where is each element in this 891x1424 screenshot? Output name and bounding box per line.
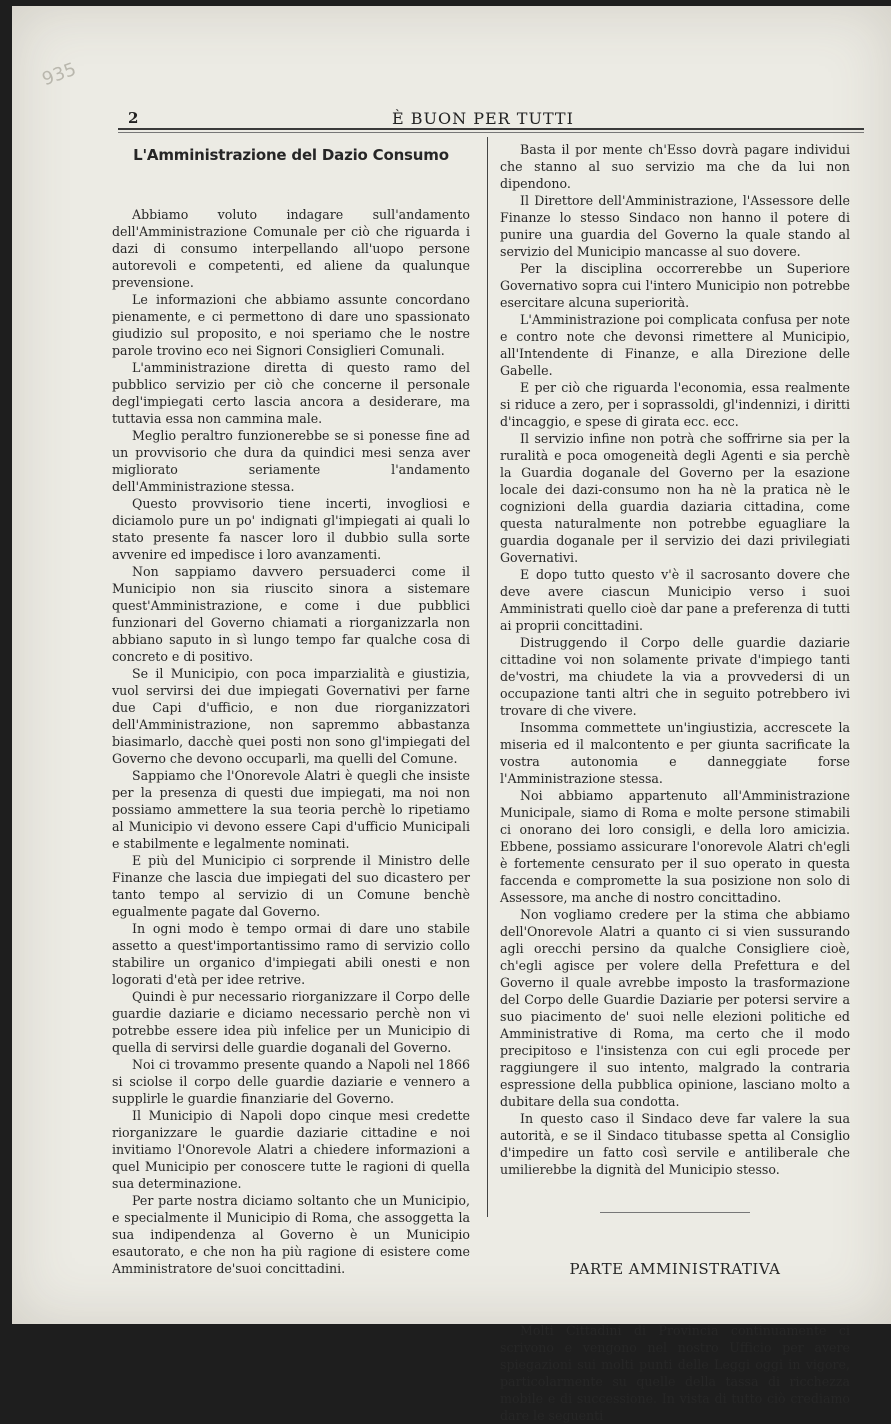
paragraph: Per parte nostra diciamo soltanto che un Municipio, e specialmente il Municipio di Roma, che assoggetta la sua indipendenza al Governo è un Municipio esautorato, e che non ha più ragione di esistere come Amministratore de'suoi concittadini. [112,1193,470,1276]
paragraph: Il Direttore dell'Amministrazione, l'Assessore delle Finanze lo stesso Sindaco non hanno il potere di punire una guardia del Governo la quale stando al servizio del Municipio mancasse al suo dovere. [500,193,850,259]
section-paragraph: Molti Cittadini di Provincia continuamente ci scrivono e vengono nel nostro Ufficio per avere spiegazioni sui molti punti delle Leggi oggi in vigore, particolarmente su quelle della tassa di ricchezza mobile e di successione. In vista di tutto ciò crediamo dare le seguenti [500,1323,850,1423]
paragraph: E dopo tutto questo v'è il sacrosanto dovere che deve avere ciascun Municipio verso i suoi Amministrati quello cioè dar pane a preferenza di tutti ai proprii concittadini. [500,567,850,633]
paragraph: Quindi è pur necessario riorganizzare il Corpo delle guardie daziarie e diciamo necessario perchè non vi potrebbe essere idea più infelice per un Municipio di quella di servirsi delle guardie doganali del Governo. [112,989,470,1055]
running-title: È BUON PER TUTTI [392,109,574,128]
paragraph: Questo provvisorio tiene incerti, invogliosi e diciamolo pure un po' indignati gl'impiegati ai quali lo stato presente fa nascer loro il dubbio sulla sorte avvenire ed impedisce i loro avanzamenti. [112,496,470,562]
right-column [500,141,850,1424]
paragraph: Il servizio infine non potrà che soffrirne sia per la ruralità e poca omogeneità degli Agenti e sia perchè la Guardia doganale del Governo per la esazione locale dei dazi-consumo non ha nè la pratica nè le cognizioni della guardia daziaria cittadina, come questa naturalmente non potrebbe eguagliare la guardia doganale per il servizio dei dazi privilegiati Governativi. [500,431,850,565]
paragraph: L'amministrazione diretta di questo ramo del pubblico servizio per ciò che concerne il personale degl'impiegati certo lascia ancora a desiderare, ma tuttavia essa non cammina male. [112,360,470,426]
paragraph: E per ciò che riguarda l'economia, essa realmente si riduce a zero, per i soprassoldi, gl'indennizi, i diritti d'incaggio, e spese di girata ecc. ecc. [500,380,850,429]
paragraph: Distruggendo il Corpo delle guardie daziarie cittadine voi non solamente private d'impiego tanti de'vostri, ma chiudete la via a provvedersi di un occupazione tanti altri che in seguito potrebbero ivi trovare di che vivere. [500,635,850,718]
paragraph: L'Amministrazione poi complicata confusa per note e contro note che devonsi rimettere al Municipio, all'Intendente di Finanze, e alla Direzione delle Gabelle. [500,312,850,378]
paragraph: Il Municipio di Napoli dopo cinque mesi credette riorganizzare le guardie daziarie cittadine e noi invitiamo l'Onorevole Alatri a chiedere informazioni a quel Municipio per conoscere tutte le ragioni di quella sua determinazione. [112,1108,470,1191]
section-title: PARTE AMMINISTRATIVA [569,1260,781,1278]
section-separator [600,1212,750,1213]
paragraph: Se il Municipio, con poca imparzialità e giustizia, vuol servirsi dei due impiegati Governativi per farne due Capi d'ufficio, e non due riorganizzatori dell'Amministrazione, non sapremmo abbastanza biasimarlo, dacchè quei posti non sono gl'impiegati del Governo che devono occuparli, ma quelli del Comune. [112,666,470,766]
header-rule [118,128,864,130]
paragraph: Non sappiamo davvero persuaderci come il Municipio non sia riuscito sinora a sistemare quest'Amministrazione, e come i due pubblici funzionari del Governo chiamati a riorganizzarla non abbiano saputo in sì lungo tempo far qualche cosa di concreto e di positivo. [112,564,470,664]
paragraph: Noi abbiamo appartenuto all'Amministrazione Municipale, siamo di Roma e molte persone stimabili ci onorano dei loro consigli, e della loro amicizia. Ebbene, possiamo assicurare l'onorevole Alatri ch'egli è fortemente censurato per il suo operato in questa faccenda e compromette la sua posizione non solo di Assessore, ma anche di nostro concittadino. [500,788,850,905]
paragraph: Noi ci trovammo presente quando a Napoli nel 1866 si sciolse il corpo delle guardie daziarie e vennero a supplirle le guardie finanziarie del Governo. [112,1057,470,1106]
page-number: 2 [128,109,139,127]
paragraph: Le informazioni che abbiamo assunte concordano pienamente, e ci permettono di dare uno spassionato giudizio sul proposito, e noi speriamo che le nostre parole trovino eco nei Signori Consiglieri Comunali. [112,292,470,358]
paragraph: Non vogliamo credere per la stima che abbiamo dell'Onorevole Alatri a quanto ci si vien sussurando agli orecchi persino da qualche Consigliere cioè, ch'egli agisce per volere della Prefettura e del Governo il quale avrebbe imposto la trasformazione del Corpo delle Guardie Daziarie per potersi servire a suo piacimento de' suoi nelle elezioni politiche ed Amministrative di Roma, ma certo che il modo precipitoso e l'insistenza con cui egli procede per raggiungere il suo intento, malgrado la contraria espressione della pubblica opinione, lasciano molto a dubitare della sua condotta. [500,907,850,1109]
paragraph: Basta il por mente ch'Esso dovrà pagare individui che stanno al suo servizio ma che da lui non dipendono. [500,142,850,191]
paragraph: Meglio peraltro funzionerebbe se si ponesse fine ad un provvisorio che dura da quindici mesi senza aver migliorato seriamente l'andamento dell'Amministrazione stessa. [112,428,470,494]
article-title: L'Amministrazione del Dazio Consumo [133,146,449,164]
paragraph: E più del Municipio ci sorprende il Ministro delle Finanze che lascia due impiegati del suo dicastero per tanto tempo al servizio di un Comune benchè egualmente pagate dal Governo. [112,853,470,919]
left-column [112,141,470,1277]
paragraph: Sappiamo che l'Onorevole Alatri è quegli che insiste per la presenza di questi due impiegati, ma noi non possiamo ammettere la sua teoria perchè lo ripetiamo al Municipio vi devono essere Capi d'ufficio Municipali e stabilmente e legalmente nominati. [112,768,470,851]
column-divider [487,137,488,1217]
paragraph: In ogni modo è tempo ormai di dare uno stabile assetto a quest'importantissimo ramo di servizio collo stabilire un organico d'impiegati abili onesti e non logorati d'età per idee retrive. [112,921,470,987]
header-rule-thin [118,132,864,133]
paragraph: Abbiamo voluto indagare sull'andamento dell'Amministrazione Comunale per ciò che riguarda i dazi di consumo interpellando all'uopo persone autorevoli e competenti, ed aliene da qualunque prevensione. [112,207,470,290]
paragraph: Insomma commettete un'ingiustizia, accrescete la miseria ed il malcontento e per giunta sacrificate la vostra autonomia e danneggiate forse l'Amministrazione stessa. [500,720,850,786]
paragraph: In questo caso il Sindaco deve far valere la sua autorità, e se il Sindaco titubasse spetta al Consiglio d'impedire un fatto così servile e antiliberale che umilierebbe la dignità del Municipio stesso. [500,1111,850,1177]
pencil-mark: 935 [39,58,79,91]
paragraph: Per la disciplina occorrerebbe un Superiore Governativo sopra cui l'intero Municipio non potrebbe esercitare alcuna superiorità. [500,261,850,310]
